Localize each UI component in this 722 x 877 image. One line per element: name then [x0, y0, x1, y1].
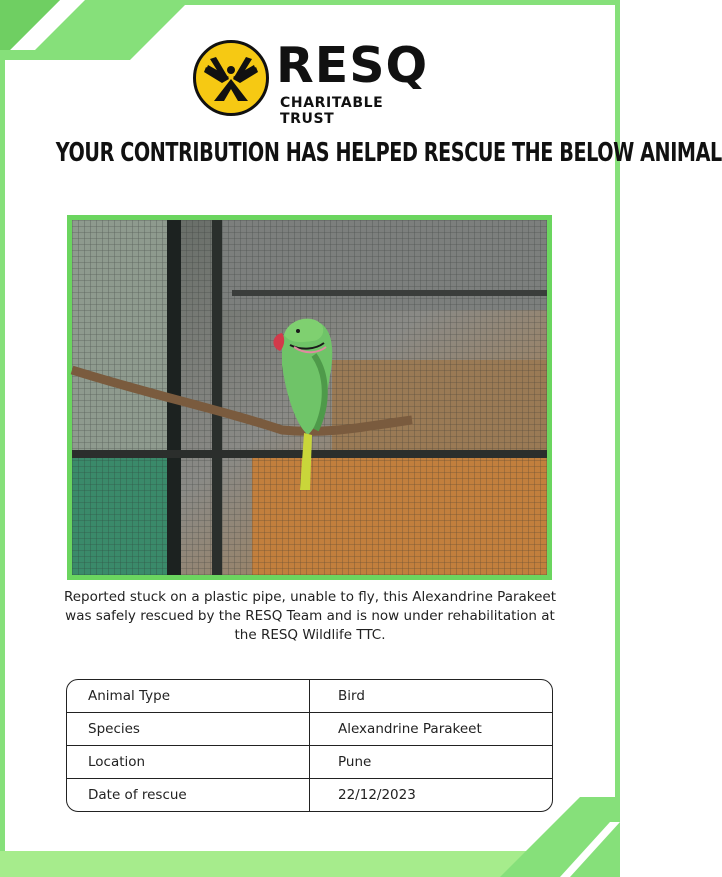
- animal-type-value: Bird: [338, 688, 365, 704]
- location-label: Location: [67, 746, 310, 778]
- table-row: [67, 745, 552, 778]
- logo-name: RESQ: [276, 37, 429, 94]
- table-row: [67, 778, 552, 811]
- rescue-caption: Reported stuck on a plastic pipe, unable to fly, this Alexandrine Parakeet was safely rescued by the RESQ Team and is now under rehabilitation at the RESQ Wildlife TTC.: [63, 589, 557, 643]
- corner-decoration-top-left: [0, 0, 190, 60]
- headline: YOUR CONTRIBUTION HAS HELPED RESCUE THE BELOW ANIMAL: [55, 138, 722, 168]
- logo-subtitle: CHARITABLE TRUST: [280, 95, 384, 127]
- table-row: [67, 680, 552, 712]
- location-value: Pune: [338, 754, 372, 770]
- species-value: Alexandrine Parakeet: [338, 721, 482, 737]
- table-row: [67, 712, 552, 745]
- species-label: Species: [67, 713, 310, 745]
- raised-hands-bird-icon: [193, 40, 269, 116]
- resq-logo: [193, 37, 433, 127]
- animal-type-label: Animal Type: [67, 680, 310, 712]
- parakeet-photo: [67, 215, 552, 580]
- rescue-date-value: 22/12/2023: [338, 787, 416, 803]
- rescue-details-table: [66, 679, 553, 812]
- rescue-date-label: Date of rescue: [67, 779, 310, 811]
